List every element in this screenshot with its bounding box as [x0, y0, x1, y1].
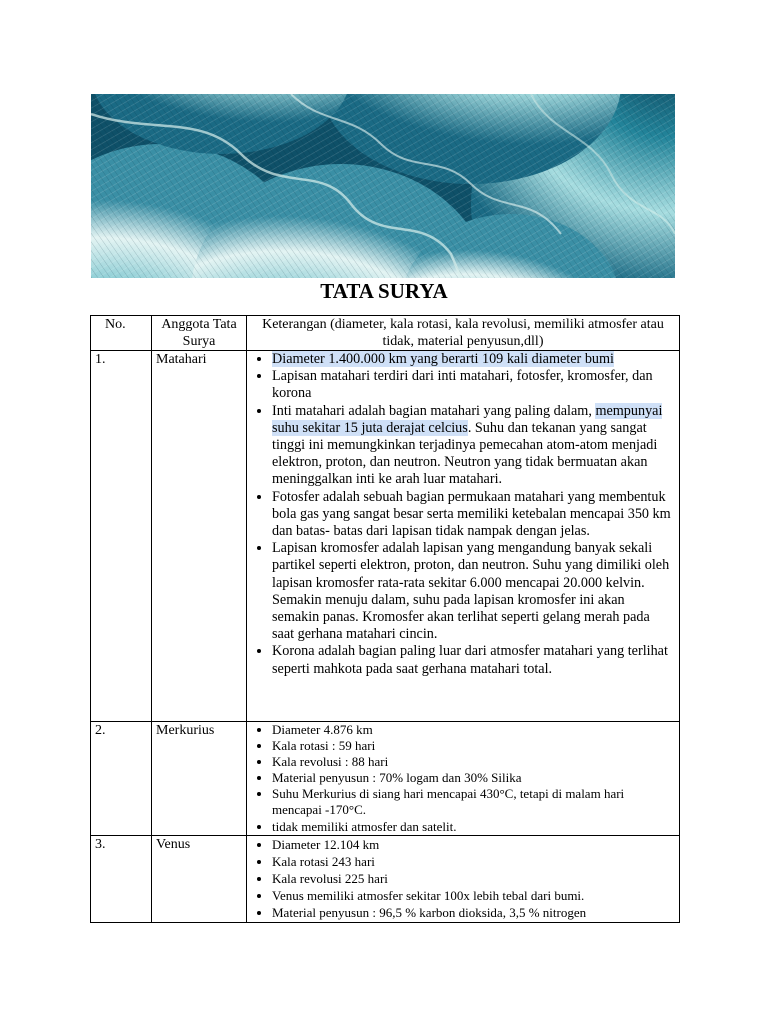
table-row [91, 835, 680, 922]
list-item [272, 403, 675, 489]
highlighted-text: mempunyai suhu sekitar 15 juta derajat celcius [272, 402, 663, 436]
list-item: • Venus memiliki atmosfer sekitar 100x lebih tebal dari bumi. [272, 887, 675, 904]
note-text: . Suhu dan tekanan yang sangat tinggi ini memungkinkan terjadinya pemecahan atom-atom menjadi elektron, proton, dan neutron. Neutron yang tidak bermuatan akan meninggalkan inti ke arah luar matahari. [272, 419, 658, 488]
note-text: Inti matahari adalah bagian matahari yang paling dalam, [272, 402, 592, 419]
solar-system-table [90, 315, 680, 923]
table-row [91, 722, 680, 836]
row-number: 1. [91, 351, 152, 722]
list-item: • Diameter 12.104 km [272, 836, 675, 853]
list-item: • Material penyusun : 70% logam dan 30% Silika [272, 770, 675, 786]
highlighted-text: Diameter 1.400.000 km yang berarti 109 kali diameter bumi [272, 351, 614, 367]
list-item: • tidak memiliki atmosfer dan satelit. [272, 819, 675, 835]
list-item: • Kala revolusi 225 hari [272, 870, 675, 887]
member-name: Venus [152, 835, 247, 922]
list-item: • Kala rotasi : 59 hari [272, 738, 675, 754]
notes-cell [247, 722, 680, 836]
member-name: Merkurius [152, 722, 247, 836]
list-item: • Kala rotasi 243 hari [272, 853, 675, 870]
notes-list [251, 351, 675, 678]
list-item: • Lapisan matahari terdiri dari inti matahari, fotosfer, kromosfer, dan korona [272, 368, 675, 402]
list-item: • Fotosfer adalah sebuah bagian permukaan matahari yang membentuk bola gas yang sangat besar serta memiliki ketebalan mencapai 350 km dan batas- batas dari lapisan tidak nampak dengan jelas. [272, 489, 675, 541]
row-number: 2. [91, 722, 152, 836]
header-notes: Keterangan (diameter, kala rotasi, kala revolusi, memiliki atmosfer atau tidak, material penyusun,dll) [247, 316, 680, 351]
list-item: • Kala revolusi : 88 hari [272, 754, 675, 770]
row-number: 3. [91, 835, 152, 922]
list-item: • Suhu Merkurius di siang hari mencapai 430°C, tetapi di malam hari mencapai -170°C. [272, 786, 675, 818]
notes-cell [247, 351, 680, 722]
table-row [91, 351, 680, 722]
list-item: • Diameter 4.876 km [272, 722, 675, 738]
document-title: TATA SURYA [320, 279, 448, 303]
table-header-row [91, 316, 680, 351]
list-item: • Korona adalah bagian paling luar dari atmosfer matahari yang terlihat seperti mahkota pada saat gerhana matahari total. [272, 643, 675, 677]
header-member: Anggota Tata Surya [152, 316, 247, 351]
list-item: • Material penyusun : 96,5 % karbon dioksida, 3,5 % nitrogen [272, 904, 675, 921]
member-name: Matahari [152, 351, 247, 722]
notes-list [251, 836, 675, 921]
header-no: No. [91, 316, 152, 351]
notes-list [251, 722, 675, 835]
list-item: • Lapisan kromosfer adalah lapisan yang mengandung banyak sekali partikel seperti elektron, proton, dan neutron. Suhu yang dimiliki oleh lapisan kromosfer rata-rata sekitar 6.000 mencapai 20.000 kelvin. Semakin menuju dalam, suhu pada lapisan kromosfer ini akan semakin panas. Kromosfer akan terlihat seperti gelang merah pada saat gerhana matahari cincin. [272, 540, 675, 643]
list-item [272, 351, 675, 368]
fractal-banner-image [91, 94, 675, 278]
notes-cell [247, 835, 680, 922]
